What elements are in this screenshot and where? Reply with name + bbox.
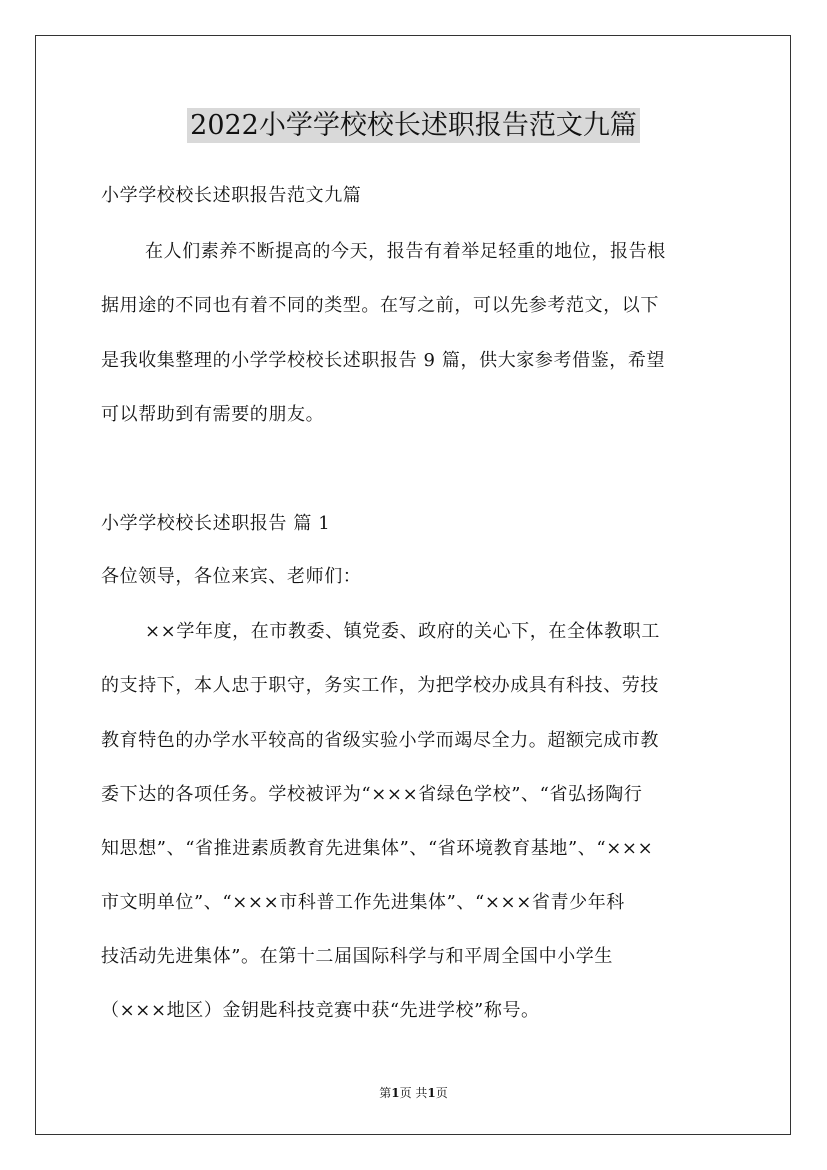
body-line-1: ××学年度，在市教委、镇党委、政府的关心下，在全体教职工 bbox=[145, 621, 660, 642]
footer-page-number: 1 bbox=[391, 1086, 400, 1100]
document-title: 2022小学学校校长述职报告范文九篇 bbox=[187, 108, 640, 143]
body-line-8: （×××地区）金钥匙科技竞赛中获“先进学校”称号。 bbox=[101, 1000, 540, 1021]
greeting: 各位领导，各位来宾、老师们： bbox=[101, 566, 362, 587]
intro-line-2: 据用途的不同也有着不同的类型。在写之前，可以先参考范文，以下 bbox=[101, 295, 659, 316]
body-line-4: 委下达的各项任务。学校被评为“×××省绿色学校”、“省弘扬陶行 bbox=[101, 784, 643, 805]
footer-total-pages: 1 bbox=[427, 1086, 436, 1100]
body-line-3: 教育特色的办学水平较高的省级实验小学而竭尽全力。超额完成市教 bbox=[101, 730, 659, 751]
subtitle: 小学学校校长述职报告范文九篇 bbox=[101, 185, 362, 206]
intro-line-1: 在人们素养不断提高的今天，报告有着举足轻重的地位，报告根 bbox=[145, 241, 666, 262]
body-line-2: 的支持下，本人忠于职守，务实工作，为把学校办成具有科技、劳技 bbox=[101, 675, 659, 696]
intro-line-3: 是我收集整理的小学学校校长述职报告 9 篇，供大家参考借鉴，希望 bbox=[101, 350, 666, 371]
section-heading: 小学学校校长述职报告 篇 1 bbox=[101, 513, 331, 534]
body-line-5: 知思想”、“省推进素质教育先进集体”、“省环境教育基地”、“××× bbox=[101, 838, 654, 859]
footer-label-post: 页 bbox=[435, 1086, 448, 1100]
intro-line-4: 可以帮助到有需要的朋友。 bbox=[101, 404, 325, 425]
page-footer bbox=[0, 1084, 827, 1101]
footer-label-pre: 第 bbox=[379, 1086, 392, 1100]
document-title-wrapper bbox=[0, 103, 827, 142]
body-line-6: 市文明单位”、“×××市科普工作先进集体”、“×××省青少年科 bbox=[101, 892, 625, 913]
body-line-7: 技活动先进集体”。在第十二届国际科学与和平周全国中小学生 bbox=[101, 946, 613, 967]
footer-label-mid: 页 共 bbox=[399, 1086, 428, 1100]
